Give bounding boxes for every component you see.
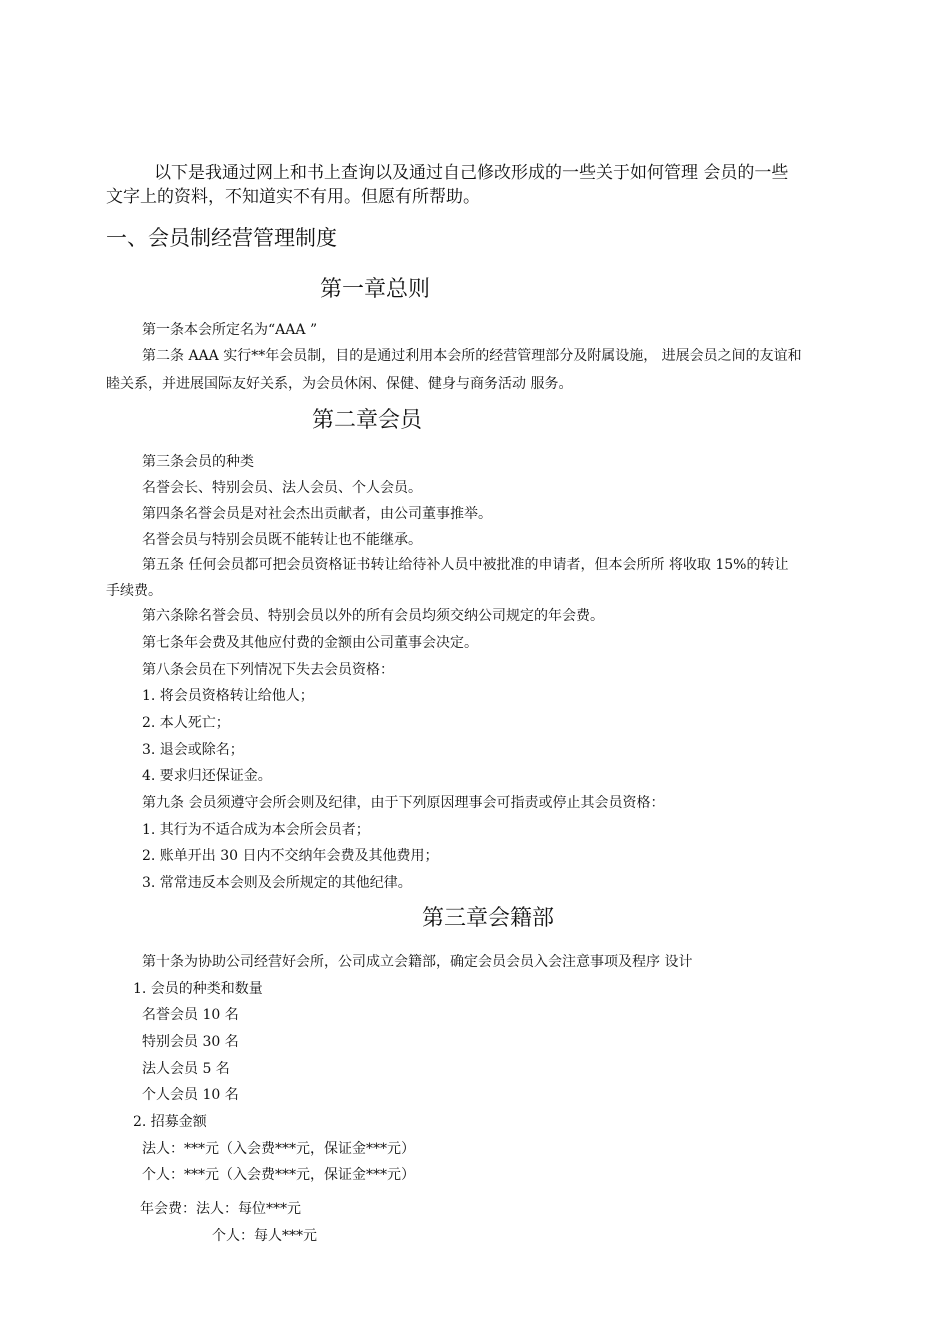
chapter-3-line: 个人会员 10 名 (142, 1087, 239, 1103)
chapter-1-title: 第一章总则 (320, 277, 431, 302)
article-2-line-1: 第二条 AAA 实行**年会员制，目的是通过利用本会所的经营管理部分及附属设施， 进展会员之间的友谊和 (142, 348, 802, 364)
article-1: 第一条本会所定名为“AAA ” (142, 322, 318, 338)
chapter-2-line: 2. 本人死亡； (142, 715, 230, 731)
chapter-2-line: 1. 其行为不适合成为本会所会员者； (142, 822, 370, 838)
chapter-2-line: 第三条会员的种类 (142, 454, 254, 470)
chapter-2-line: 第八条会员在下列情况下失去会员资格： (142, 662, 394, 678)
chapter-2-line: 第七条年会费及其他应付费的金额由公司董事会决定。 (142, 635, 478, 651)
chapter-2-line: 名誉会员与特别会员既不能转让也不能继承。 (142, 532, 422, 548)
chapter-2-line: 第九条 会员须遵守会所会则及纪律，由于下列原因理事会可指责或停止其会员资格： (142, 795, 665, 811)
chapter-3-line: 第十条为协助公司经营好会所，公司成立会籍部，确定会员会员入会注意事项及程序 设计 (142, 954, 693, 970)
chapter-2-line: 手续费。 (106, 583, 162, 599)
chapter-3-line: 年会费：法人：每位***元 (140, 1201, 301, 1217)
chapter-3-line: 个人：***元（入会费***元，保证金***元） (142, 1167, 415, 1183)
chapter-3-line: 特别会员 30 名 (142, 1034, 239, 1050)
chapter-3-line: 2. 招募金额 (133, 1114, 207, 1130)
chapter-2-line: 3. 常常违反本会则及会所规定的其他纪律。 (142, 875, 412, 891)
chapter-2-line: 第六条除名誉会员、特别会员以外的所有会员均须交纳公司规定的年会费。 (142, 608, 604, 624)
chapter-3-title: 第三章会籍部 (422, 906, 555, 931)
section-heading: 一、会员制经营管理制度 (106, 226, 337, 250)
chapter-2-line: 名誉会长、特别会员、法人会员、个人会员。 (142, 480, 422, 496)
chapter-2-line: 1. 将会员资格转让给他人； (142, 688, 314, 704)
intro-line-1: 以下是我通过网上和书上查询以及通过自己修改形成的一些关于如何管理 会员的一些 (154, 163, 789, 183)
chapter-2-line: 3. 退会或除名； (142, 742, 244, 758)
intro-line-2: 文字上的资料，不知道实不有用。但愿有所帮助。 (106, 187, 480, 207)
chapter-3-line: 个人：每人***元 (212, 1228, 317, 1244)
chapter-2-line: 第五条 任何会员都可把会员资格证书转让给待补人员中被批准的申请者，但本会所所 将收取 15%的转让 (142, 557, 789, 573)
chapter-2-line: 第四条名誉会员是对社会杰出贡献者，由公司董事推举。 (142, 506, 492, 522)
chapter-2-line: 2. 账单开出 30 日内不交纳年会费及其他费用； (142, 848, 439, 864)
chapter-3-line: 法人会员 5 名 (142, 1061, 230, 1077)
chapter-3-line: 1. 会员的种类和数量 (133, 981, 263, 997)
chapter-3-line: 名誉会员 10 名 (142, 1007, 239, 1023)
chapter-2-title: 第二章会员 (312, 408, 423, 433)
chapter-3-line: 法人：***元（入会费***元，保证金***元） (142, 1141, 415, 1157)
article-2-line-2: 睦关系，并进展国际友好关系，为会员休闲、保健、健身与商务活动 服务。 (106, 376, 573, 392)
chapter-2-line: 4. 要求归还保证金。 (142, 768, 272, 784)
